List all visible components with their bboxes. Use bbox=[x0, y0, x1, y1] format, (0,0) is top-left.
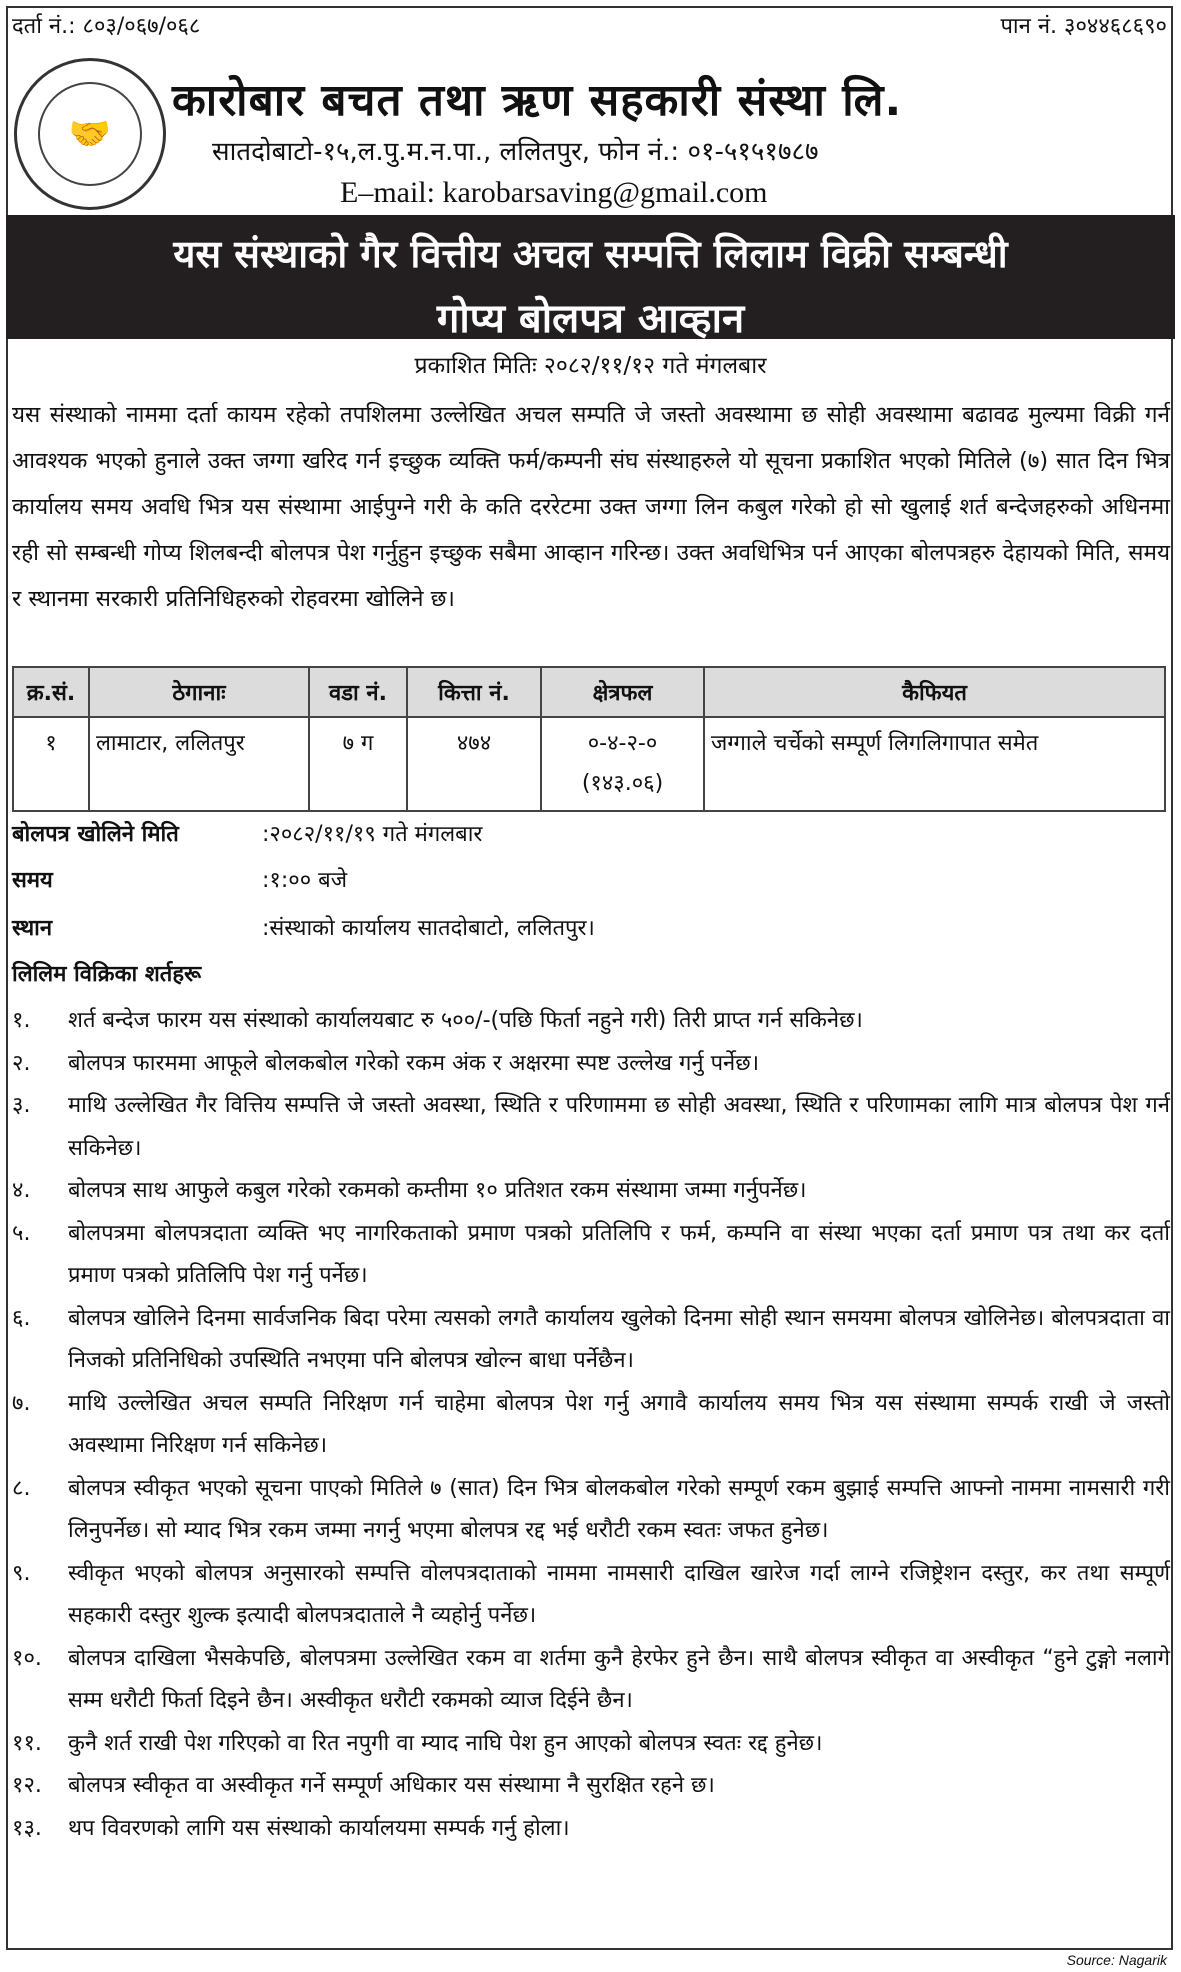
handshake-icon: 🤝 bbox=[38, 82, 142, 186]
term-item bbox=[12, 1213, 1170, 1298]
cell-sn: १ bbox=[13, 717, 89, 811]
col-header-area: क्षेत्रफल bbox=[541, 667, 704, 717]
source-credit: Source: Nagarik bbox=[1066, 1952, 1167, 1968]
term-text: स्वीकृत भएको बोलपत्र अनुसारको सम्पत्ति वोलपत्रदाताको नाममा नामसारी दाखिल खारेज गर्दा लाग्ने रजिष्ट्रेशन दस्तुर, कर तथा सम्पूर्ण सहकारी दस्तुर शुल्क इत्यादी बोलपत्रदाताले नै व्यहोर्नु पर्नेछ। bbox=[68, 1560, 1170, 1628]
col-header-address: ठेगानाः bbox=[89, 667, 309, 717]
intro-paragraph: यस संस्थाको नाममा दर्ता कायम रहेको तपशिलमा उल्लेखित अचल सम्पति जे जस्तो अवस्थामा छ सोही अवस्थामा बढावढ मुल्यमा विक्री गर्न आवश्यक भएको हुनाले उक्त जग्गा खरिद गर्न इच्छुक व्यक्ति फर्म/कम्पनी संघ संस्थाहरुले यो सूचना प्रकाशित भएको मितिले (७) सात दिन भित्र कार्यालय समय अवधि भित्र यस संस्थामा आईपुग्ने गरी के कति दररेटमा उक्त जग्गा लिन कबुल गरेको हो सो खुलाई शर्त बन्देजहरुको अधिनमा रही सो सम्बन्धी गोप्य शिलबन्दी बोलपत्र पेश गर्नुहुन इच्छुक सबैमा आव्हान गरिन्छ। उक्त अवधिभित्र पर्न आएका बोलपत्रहरु देहायको मिति, समय र स्थानमा सरकारी प्रतिनिधिहरुको रोहवरमा खोलिने छ। bbox=[12, 402, 1170, 612]
cell-kitta: ४७४ bbox=[407, 717, 541, 811]
term-item bbox=[12, 1468, 1170, 1553]
time-row bbox=[12, 864, 347, 894]
col-header-ward: वडा नं. bbox=[309, 667, 407, 717]
organization-seal-logo bbox=[14, 58, 166, 210]
cell-address: लामाटार, ललितपुर bbox=[89, 717, 309, 811]
term-text: थप विवरणको लागि यस संस्थाको कार्यालयमा सम्पर्क गर्नु होला। bbox=[68, 1815, 570, 1841]
term-number: १३. bbox=[12, 1815, 42, 1841]
cell-ward: ७ ग bbox=[309, 717, 407, 811]
opening-date-value: :२०८२/११/१९ गते मंगलबार bbox=[262, 822, 483, 847]
term-number: ५. bbox=[12, 1220, 31, 1246]
term-text: शर्त बन्देज फारम यस संस्थाको कार्यालयबाट रु ५००/-(पछि फिर्ता नहुने गरी) तिरी प्राप्त गर्न सकिनेछ। bbox=[68, 1008, 863, 1033]
term-item bbox=[12, 1553, 1170, 1638]
registration-number: दर्ता नं.: ८०३/०६७/०६८ bbox=[12, 14, 201, 39]
term-number: ६. bbox=[12, 1305, 31, 1331]
term-number: ४. bbox=[12, 1178, 31, 1203]
term-number: ८. bbox=[12, 1475, 31, 1501]
term-item bbox=[12, 1043, 1170, 1086]
area-sqm: (१४३.०६) bbox=[581, 771, 664, 796]
published-date: प्रकाशित मितिः २०८२/११/१२ गते मंगलबार bbox=[414, 353, 767, 379]
table-row bbox=[13, 717, 1165, 811]
term-item bbox=[12, 1085, 1170, 1170]
term-item bbox=[12, 1298, 1170, 1383]
term-text: बोलपत्र साथ आफुले कबुल गरेको रकमको कम्तीमा १० प्रतिशत रकम संस्थामा जम्मा गर्नुपर्नेछ। bbox=[68, 1178, 807, 1203]
cell-remarks: जग्गाले चर्चेको सम्पूर्ण लिगलिगापात समेत bbox=[704, 717, 1165, 811]
term-number: १०. bbox=[12, 1645, 42, 1671]
term-text: बोलपत्र स्वीकृत भएको सूचना पाएको मितिले ७ (सात) दिन भित्र बोलकबोल गरेको सम्पूर्ण रकम बुझाई सम्पत्ति आफ्नो नाममा नामसारी गरी लिनुपर्नेछ। सो म्याद भित्र रकम जम्मा नगर्नु भएमा बोलपत्र रद्द भई धरौटी रकम स्वतः जफत हुनेछ। bbox=[68, 1475, 1170, 1543]
pan-number: पान नं. ३०४४६८६९० bbox=[1000, 14, 1167, 39]
term-text: माथि उल्लेखित अचल सम्पति निरिक्षण गर्न चाहेमा बोलपत्र पेश गर्नु अगावै कार्यालय समय भित्र यस संस्थामा सम्पर्क राखी जे जस्तो अवस्थामा निरिक्षण गर्न सकिनेछ। bbox=[68, 1390, 1170, 1458]
organization-address: सातदोबाटो-१५,ल.पु.म.न.पा., ललितपुर, फोन नं.: ०१-५१५१७८७ bbox=[212, 137, 819, 167]
col-header-remarks: कैफियत bbox=[704, 667, 1165, 717]
place-value: :संस्थाको कार्यालय सातदोबाटो, ललितपुर। bbox=[262, 916, 595, 941]
term-item bbox=[12, 1000, 1170, 1043]
cell-area bbox=[541, 717, 704, 811]
place-row bbox=[12, 912, 595, 942]
property-table bbox=[12, 666, 1166, 812]
notice-title-line1: यस संस्थाको गैर वित्तीय अचल सम्पत्ति लिलाम विक्री सम्बन्धी bbox=[173, 232, 1008, 276]
term-number: ३. bbox=[12, 1093, 31, 1118]
notice-title-banner bbox=[6, 215, 1175, 342]
term-item bbox=[12, 1170, 1170, 1213]
place-label: स्थान bbox=[12, 916, 53, 941]
term-item bbox=[12, 1723, 1170, 1766]
notice-title-line2: गोप्य बोलपत्र आव्हान bbox=[436, 296, 745, 342]
time-label: समय bbox=[12, 868, 53, 893]
term-item bbox=[12, 1383, 1170, 1468]
term-number: ७. bbox=[12, 1390, 31, 1416]
col-header-kitta: कित्ता नं. bbox=[407, 667, 541, 717]
term-item bbox=[12, 1808, 1170, 1851]
term-text: माथि उल्लेखित गैर वित्तिय सम्पत्ति जे जस्तो अवस्था, स्थिति र परिणाममा छ सोही अवस्था, स्थिति र परिणामका लागि मात्र बोलपत्र पेश गर्न सकिनेछ। bbox=[68, 1093, 1170, 1161]
term-number: ९. bbox=[12, 1560, 31, 1586]
organization-name: कारोबार बचत तथा ऋण सहकारी संस्था लि. bbox=[172, 75, 903, 126]
terms-heading: लिलिम विक्रिका शर्तहरू bbox=[12, 962, 202, 987]
term-text: कुनै शर्त राखी पेश गरिएको वा रित नपुगी वा म्याद नाघि पेश हुन आएको बोलपत्र स्वतः रद्द हुनेछ। bbox=[68, 1730, 823, 1756]
term-text: बोलपत्र स्वीकृत वा अस्वीकृत गर्ने सम्पूर्ण अधिकार यस संस्थामा नै सुरक्षित रहने छ। bbox=[68, 1773, 715, 1798]
term-text: बोलपत्रमा बोलपत्रदाता व्यक्ति भए नागरिकताको प्रमाण पत्रको प्रतिलिपि र फर्म, कम्पनि वा संस्था भएका दर्ता प्रमाण पत्र तथा कर दर्ता प्रमाण पत्रको प्रतिलिपि पेश गर्नु पर्नेछ। bbox=[68, 1220, 1170, 1288]
term-item bbox=[12, 1765, 1170, 1808]
area-ropani: ०-४-२-० bbox=[587, 731, 658, 756]
term-item bbox=[12, 1638, 1170, 1723]
opening-date-row bbox=[12, 818, 482, 848]
term-number: २. bbox=[12, 1050, 31, 1076]
organization-email: E–mail: karobarsaving@gmail.com bbox=[340, 176, 768, 209]
terms-list bbox=[12, 1000, 1170, 1850]
term-text: बोलपत्र खोलिने दिनमा सार्वजनिक बिदा परेमा त्यसको लगतै कार्यालय खुलेको दिनमा सोही स्थान समयमा बोलपत्र खोलिनेछ। बोलपत्रदाता वा निजको प्रतिनिधिको उपस्थिति नभएमा पनि बोलपत्र खोल्न बाधा पर्नेछैन। bbox=[68, 1305, 1170, 1373]
term-number: ११. bbox=[12, 1730, 42, 1756]
opening-date-label: बोलपत्र खोलिने मिति bbox=[12, 822, 179, 847]
term-text: बोलपत्र फारममा आफूले बोलकबोल गरेको रकम अंक र अक्षरमा स्पष्ट उल्लेख गर्नु पर्नेछ। bbox=[68, 1050, 760, 1076]
term-number: १. bbox=[12, 1008, 31, 1033]
time-value: :१:०० बजे bbox=[262, 868, 348, 893]
col-header-sn: क्र.सं. bbox=[13, 667, 89, 717]
table-header-row bbox=[13, 667, 1165, 717]
term-text: बोलपत्र दाखिला भैसकेपछि, बोलपत्रमा उल्लेखित रकम वा शर्तमा कुनै हेरफेर हुने छैन। साथै बोलपत्र स्वीकृत वा अस्वीकृत “हुने टुङ्गो नलागे सम्म धरौटी फिर्ता दिइने छैन। अस्वीकृत धरौटी रकमको व्याज दिईने छैन। bbox=[68, 1645, 1170, 1713]
term-number: १२. bbox=[12, 1773, 42, 1798]
